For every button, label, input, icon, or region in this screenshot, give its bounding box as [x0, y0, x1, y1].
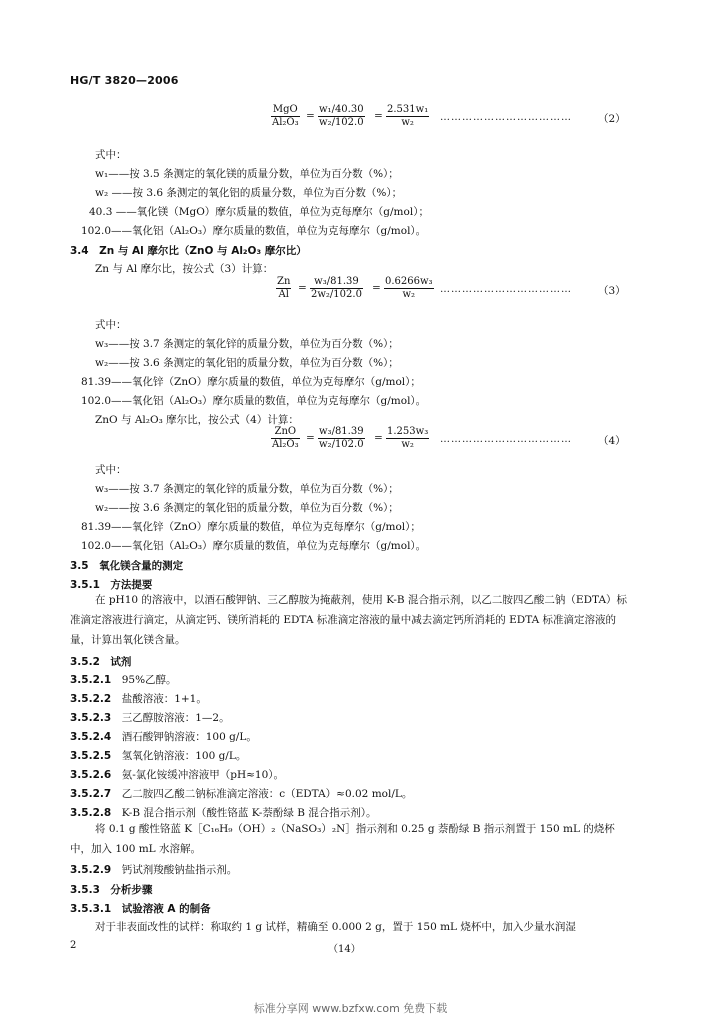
formula-3-mid: $\frac{\text{w₃/81.39}}{\text{2w₂/102.0}}$: [311, 276, 362, 300]
where-item: 40.3 ——氧化镁（MgO）摩尔质量的数值，单位为克每摩尔（g/mol）；: [89, 206, 429, 218]
footer-watermark: 标准分享网 www.bzfxw.com 免费下载: [253, 1002, 448, 1015]
formula-4-right: $\frac{\text{1.253w₃}}{\text{w₂}}$: [387, 426, 429, 450]
reagent-item: 3.5.2.2 盐酸溶液：1+1。: [70, 693, 207, 705]
where-item: w₃——按 3.7 条测定的氧化锌的质量分数，单位为百分数（%）；: [95, 338, 399, 350]
where-label: 式中：: [95, 149, 127, 161]
where-item: 81.39——氧化锌（ZnO）摩尔质量的数值，单位为克每摩尔（g/mol）；: [81, 376, 421, 388]
reagent-item: 3.5.2.8 K-B 混合指示剂（酸性铬蓝 K-萘酚绿 B 混合指示剂）。: [70, 807, 377, 819]
where-label: 式中：: [95, 319, 127, 331]
standard-number: HG/T 3820—2006: [70, 74, 179, 87]
where-item: 102.0——氧化铝（Al₂O₃）摩尔质量的数值，单位为克每摩尔（g/mol）。: [81, 225, 427, 237]
formula-2-right: $\frac{\text{2.531w₁}}{\text{w₂}}$: [387, 104, 429, 128]
section-heading: 3.5.1 方法提要: [70, 579, 153, 591]
where-item: w₁——按 3.5 条测定的氧化镁的质量分数，单位为百分数（%）；: [95, 168, 399, 180]
page-number: 2: [70, 940, 77, 951]
paragraph: 将 0.1 g 酸性铬蓝 K［C₁₆H₉（OH）₂（NaSO₃）₂N］指示剂和 0.25 g 萘酚绿 B 指示剂置于 150 mL 的烧杯中，加入 100 mL 水溶解。: [70, 823, 615, 855]
paragraph: ZnO 与 Al₂O₃ 摩尔比，按公式（4）计算：: [95, 414, 299, 426]
section-heading: 3.5.3.1 试验溶液 A 的制备: [70, 903, 211, 915]
section-heading: 3.5.3 分析步骤: [70, 884, 153, 896]
paragraph: 对于非表面改性的试样：称取约 1 g 试样，精确至 0.000 2 g，置于 150 mL 烧杯中，加入少量水润湿: [95, 921, 576, 933]
section-heading: 3.5 氧化镁含量的测定: [70, 560, 184, 572]
page-center-number: （14）: [328, 944, 361, 955]
reagent-item: 3.5.2.7 乙二胺四乙酸二钠标准滴定溶液：c（EDTA）≈0.02 mol/L。: [70, 788, 413, 800]
reagent-item: 3.5.2.5 氢氧化钠溶液：100 g/L。: [70, 750, 247, 762]
where-label: 式中：: [95, 464, 127, 476]
formula-number: （3）: [598, 285, 626, 297]
reagent-item: 3.5.2.1 95%乙醇。: [70, 674, 177, 686]
paragraph: 在 pH10 的溶液中，以酒石酸钾钠、三乙醇胺为掩蔽剂，使用 K-B 混合指示剂，以乙二胺四乙酸二钠（EDTA）标准滴定溶液进行滴定，从滴定钙、镁所消耗的 EDTA 标准滴定溶液的量中减去滴定钙所消耗的 EDTA 标准滴定溶液的量，计算出氧化镁含量。: [70, 594, 628, 646]
formula-2-mid: $\frac{\text{w₁/40.30}}{\text{w₂/102.0}}$: [319, 104, 364, 128]
formula-4-left: ZnO Al₂O₃: [272, 426, 299, 450]
section-heading: 3.5.2 试剂: [70, 656, 132, 668]
where-item: 102.0——氧化铝（Al₂O₃）摩尔质量的数值，单位为克每摩尔（g/mol）。: [81, 395, 427, 407]
reagent-item: 3.5.2.4 酒石酸钾钠溶液：100 g/L。: [70, 731, 257, 743]
formula-2-left: MgO Al₂O₃: [272, 104, 299, 128]
formula-number: （2）: [598, 113, 626, 125]
where-item: w₃——按 3.7 条测定的氧化锌的质量分数，单位为百分数（%）；: [95, 483, 399, 495]
where-item: 102.0——氧化铝（Al₂O₃）摩尔质量的数值，单位为克每摩尔（g/mol）。: [81, 540, 427, 552]
reagent-item: 3.5.2.6 氨-氯化铵缓冲溶液甲（pH≈10）。: [70, 769, 285, 781]
where-item: w₂——按 3.6 条测定的氧化铝的质量分数，单位为百分数（%）；: [95, 357, 399, 369]
paragraph: Zn 与 Al 摩尔比，按公式（3）计算：: [95, 263, 274, 275]
where-item: w₂——按 3.6 条测定的氧化铝的质量分数，单位为百分数（%）；: [95, 502, 399, 514]
where-item: 81.39——氧化锌（ZnO）摩尔质量的数值，单位为克每摩尔（g/mol）；: [81, 521, 421, 533]
formula-3-left: $\frac{Zn}{Al}$: [277, 276, 291, 300]
reagent-item: 3.5.2.9 钙试剂羧酸钠盐指示剂。: [70, 864, 238, 876]
formula-4-mid: $\frac{\text{w₃/81.39}}{\text{w₂/102.0}}$: [319, 426, 364, 450]
formula-3-right: $\frac{\text{0.6266w₃}}{\text{w₂}}$: [385, 276, 433, 300]
section-heading: 3.4 Zn 与 Al 摩尔比（ZnO 与 Al₂O₃ 摩尔比）: [70, 245, 307, 257]
where-item: w₂ ——按 3.6 条测定的氧化铝的质量分数，单位为百分数（%）；: [95, 187, 403, 199]
formula-number: （4）: [598, 435, 626, 447]
reagent-item: 3.5.2.3 三乙醇胺溶液：1—2。: [70, 712, 230, 724]
